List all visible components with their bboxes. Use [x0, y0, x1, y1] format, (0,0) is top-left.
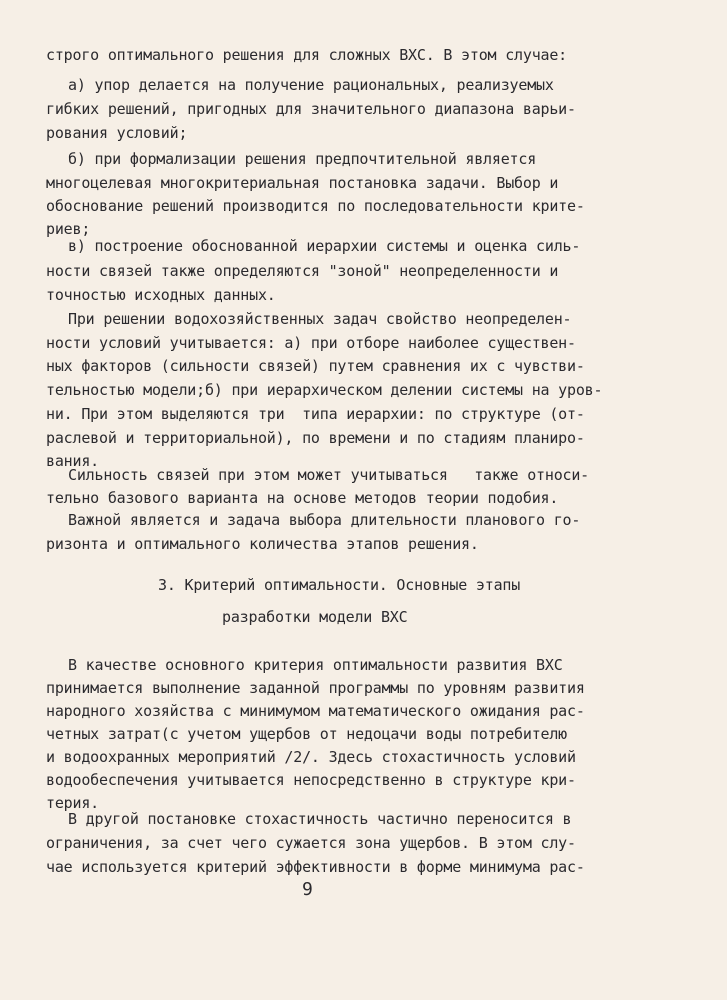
- text-line: в) построение обоснованной иерархии системы и оценка силь-: [68, 237, 581, 255]
- text-line: ограничения, за счет чего сужается зона ущербов. В этом слу-: [46, 834, 576, 852]
- text-line: При решении водохозяйственных задач свойство неопределен-: [68, 310, 572, 328]
- text-line: водообеспечения учитывается непосредственно в структуре кри-: [46, 771, 576, 789]
- text-line: ности связей также определяются "зоной" неопределенности и: [46, 262, 559, 280]
- text-line: тельно базового варианта на основе методов теории подобия.: [46, 489, 559, 507]
- text-line: вания.: [46, 452, 99, 470]
- text-line: принимается выполнение заданной программы по уровням развития: [46, 679, 585, 697]
- text-line: народного хозяйства с минимумом математического ожидания рас-: [46, 702, 585, 720]
- text-line: многоцелевая многокритериальная постановка задачи. Выбор и: [46, 174, 559, 192]
- text-line: рования условий;: [46, 124, 188, 142]
- text-line: строго оптимального решения для сложных ВХС. В этом случае:: [46, 46, 568, 64]
- page-number: 9: [302, 879, 313, 900]
- text-line: ризонта и оптимального количества этапов решения.: [46, 535, 479, 553]
- text-line: риев;: [46, 220, 91, 238]
- text-line: ных факторов (сильности связей) путем сравнения их с чувстви-: [46, 357, 585, 375]
- text-line: терия.: [46, 794, 99, 812]
- text-line: раслевой и территориальной), по времени и по стадиям планиро-: [46, 429, 585, 447]
- text-line: Сильность связей при этом может учитываться также относи-: [68, 466, 590, 484]
- text-line: б) при формализации решения предпочтительной является: [68, 150, 537, 168]
- section-heading: разработки модели ВХС: [222, 608, 408, 626]
- section-heading: 3. Критерий оптимальности. Основные этапы: [158, 576, 521, 594]
- text-line: ни. При этом выделяются три типа иерархии: по структуре (от-: [46, 405, 585, 423]
- text-line: чае используется критерий эффективности в форме минимума рас-: [46, 858, 585, 876]
- text-line: четных затрат(с учетом ущербов от недоцачи воды потребителю: [46, 725, 568, 743]
- text-line: тельностью модели;б) при иерархическом делении системы на уров-: [46, 381, 603, 399]
- text-line: ности условий учитывается: а) при отборе наиболее существен-: [46, 334, 576, 352]
- text-line: В качестве основного критерия оптимальности развития ВХС: [68, 656, 563, 674]
- text-line: гибких решений, пригодных для значительного диапазона варьи-: [46, 100, 576, 118]
- text-line: точностью исходных данных.: [46, 286, 276, 304]
- text-line: обоснование решений производится по последовательности крите-: [46, 197, 585, 215]
- text-line: Важной является и задача выбора длительности планового го-: [68, 511, 581, 529]
- text-line: и водоохранных мероприятий /2/. Здесь стохастичность условий: [46, 748, 576, 766]
- text-line: В другой постановке стохастичность частично переносится в: [68, 810, 572, 828]
- text-line: а) упор делается на получение рациональных, реализуемых: [68, 76, 554, 94]
